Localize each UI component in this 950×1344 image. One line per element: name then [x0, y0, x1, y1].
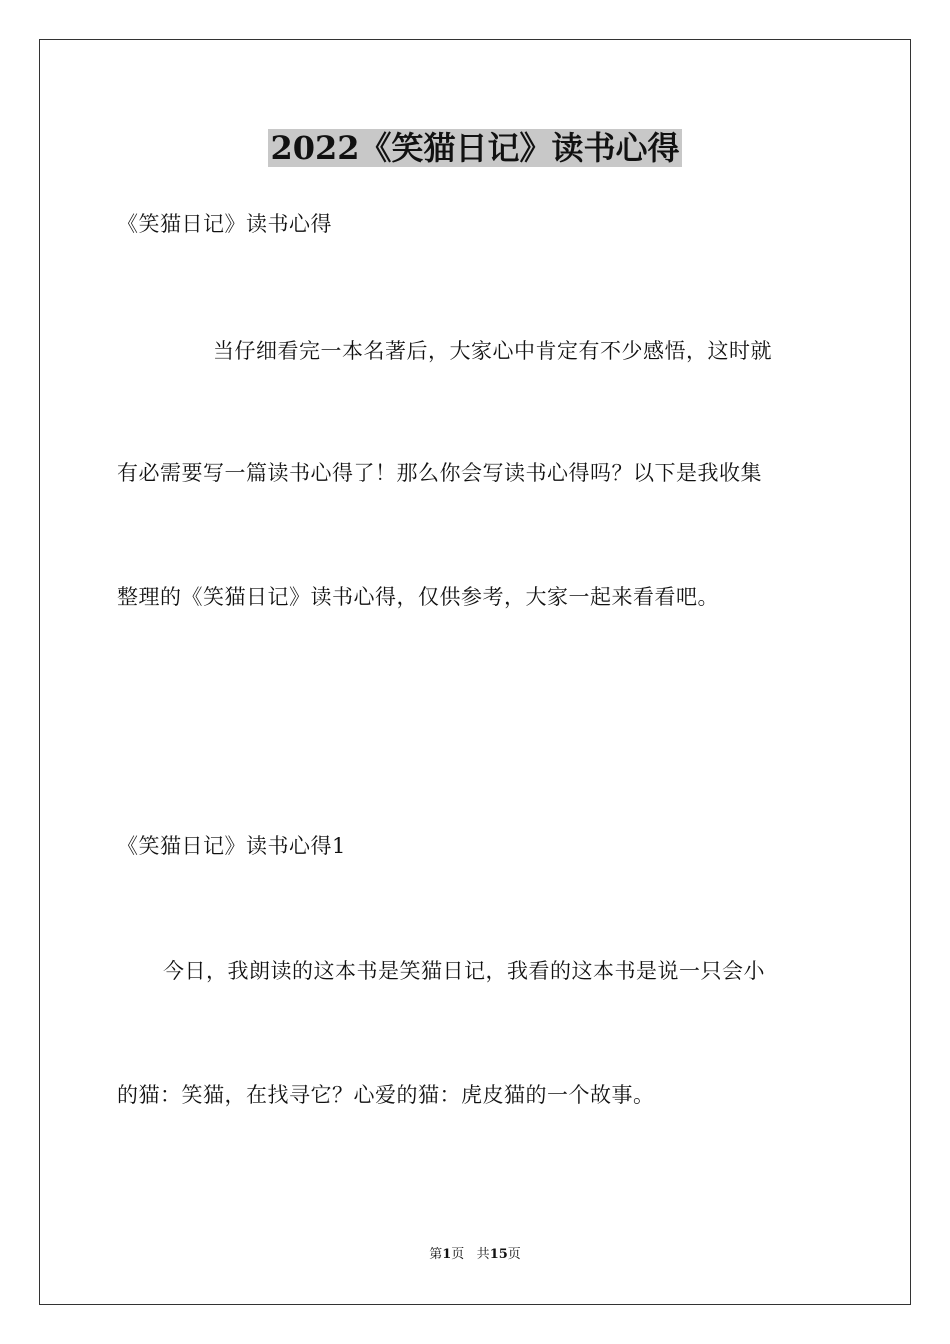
footer-page-number: 1: [442, 1247, 452, 1262]
document-subtitle: 《笑猫日记》读书心得: [117, 212, 332, 236]
intro-line-2: 有必需要写一篇读书心得了！那么你会写读书心得吗？以下是我收集: [117, 461, 762, 485]
footer-page-prefix: 第: [429, 1247, 443, 1262]
footer-total-suffix: 页: [507, 1247, 521, 1262]
document-title: [0, 128, 950, 168]
page-footer: [0, 1246, 950, 1264]
section-heading: 《笑猫日记》读书心得1: [117, 834, 346, 858]
section-line-1: 今日，我朗读的这本书是笑猫日记，我看的这本书是说一只会小: [163, 959, 765, 983]
intro-line-1: 当仔细看完一本名著后，大家心中肯定有不少感悟，这时就: [213, 339, 772, 363]
section-line-2: 的猫：笑猫，在找寻它？心爱的猫：虎皮猫的一个故事。: [117, 1083, 655, 1107]
footer-total-pages: 15: [489, 1247, 508, 1262]
footer-total-prefix: 共: [476, 1247, 490, 1262]
document-title-text: 2022《笑猫日记》读书心得: [270, 129, 680, 167]
intro-line-3: 整理的《笑猫日记》读书心得，仅供参考，大家一起来看看吧。: [117, 585, 719, 609]
footer-page-suffix: 页: [451, 1247, 465, 1262]
